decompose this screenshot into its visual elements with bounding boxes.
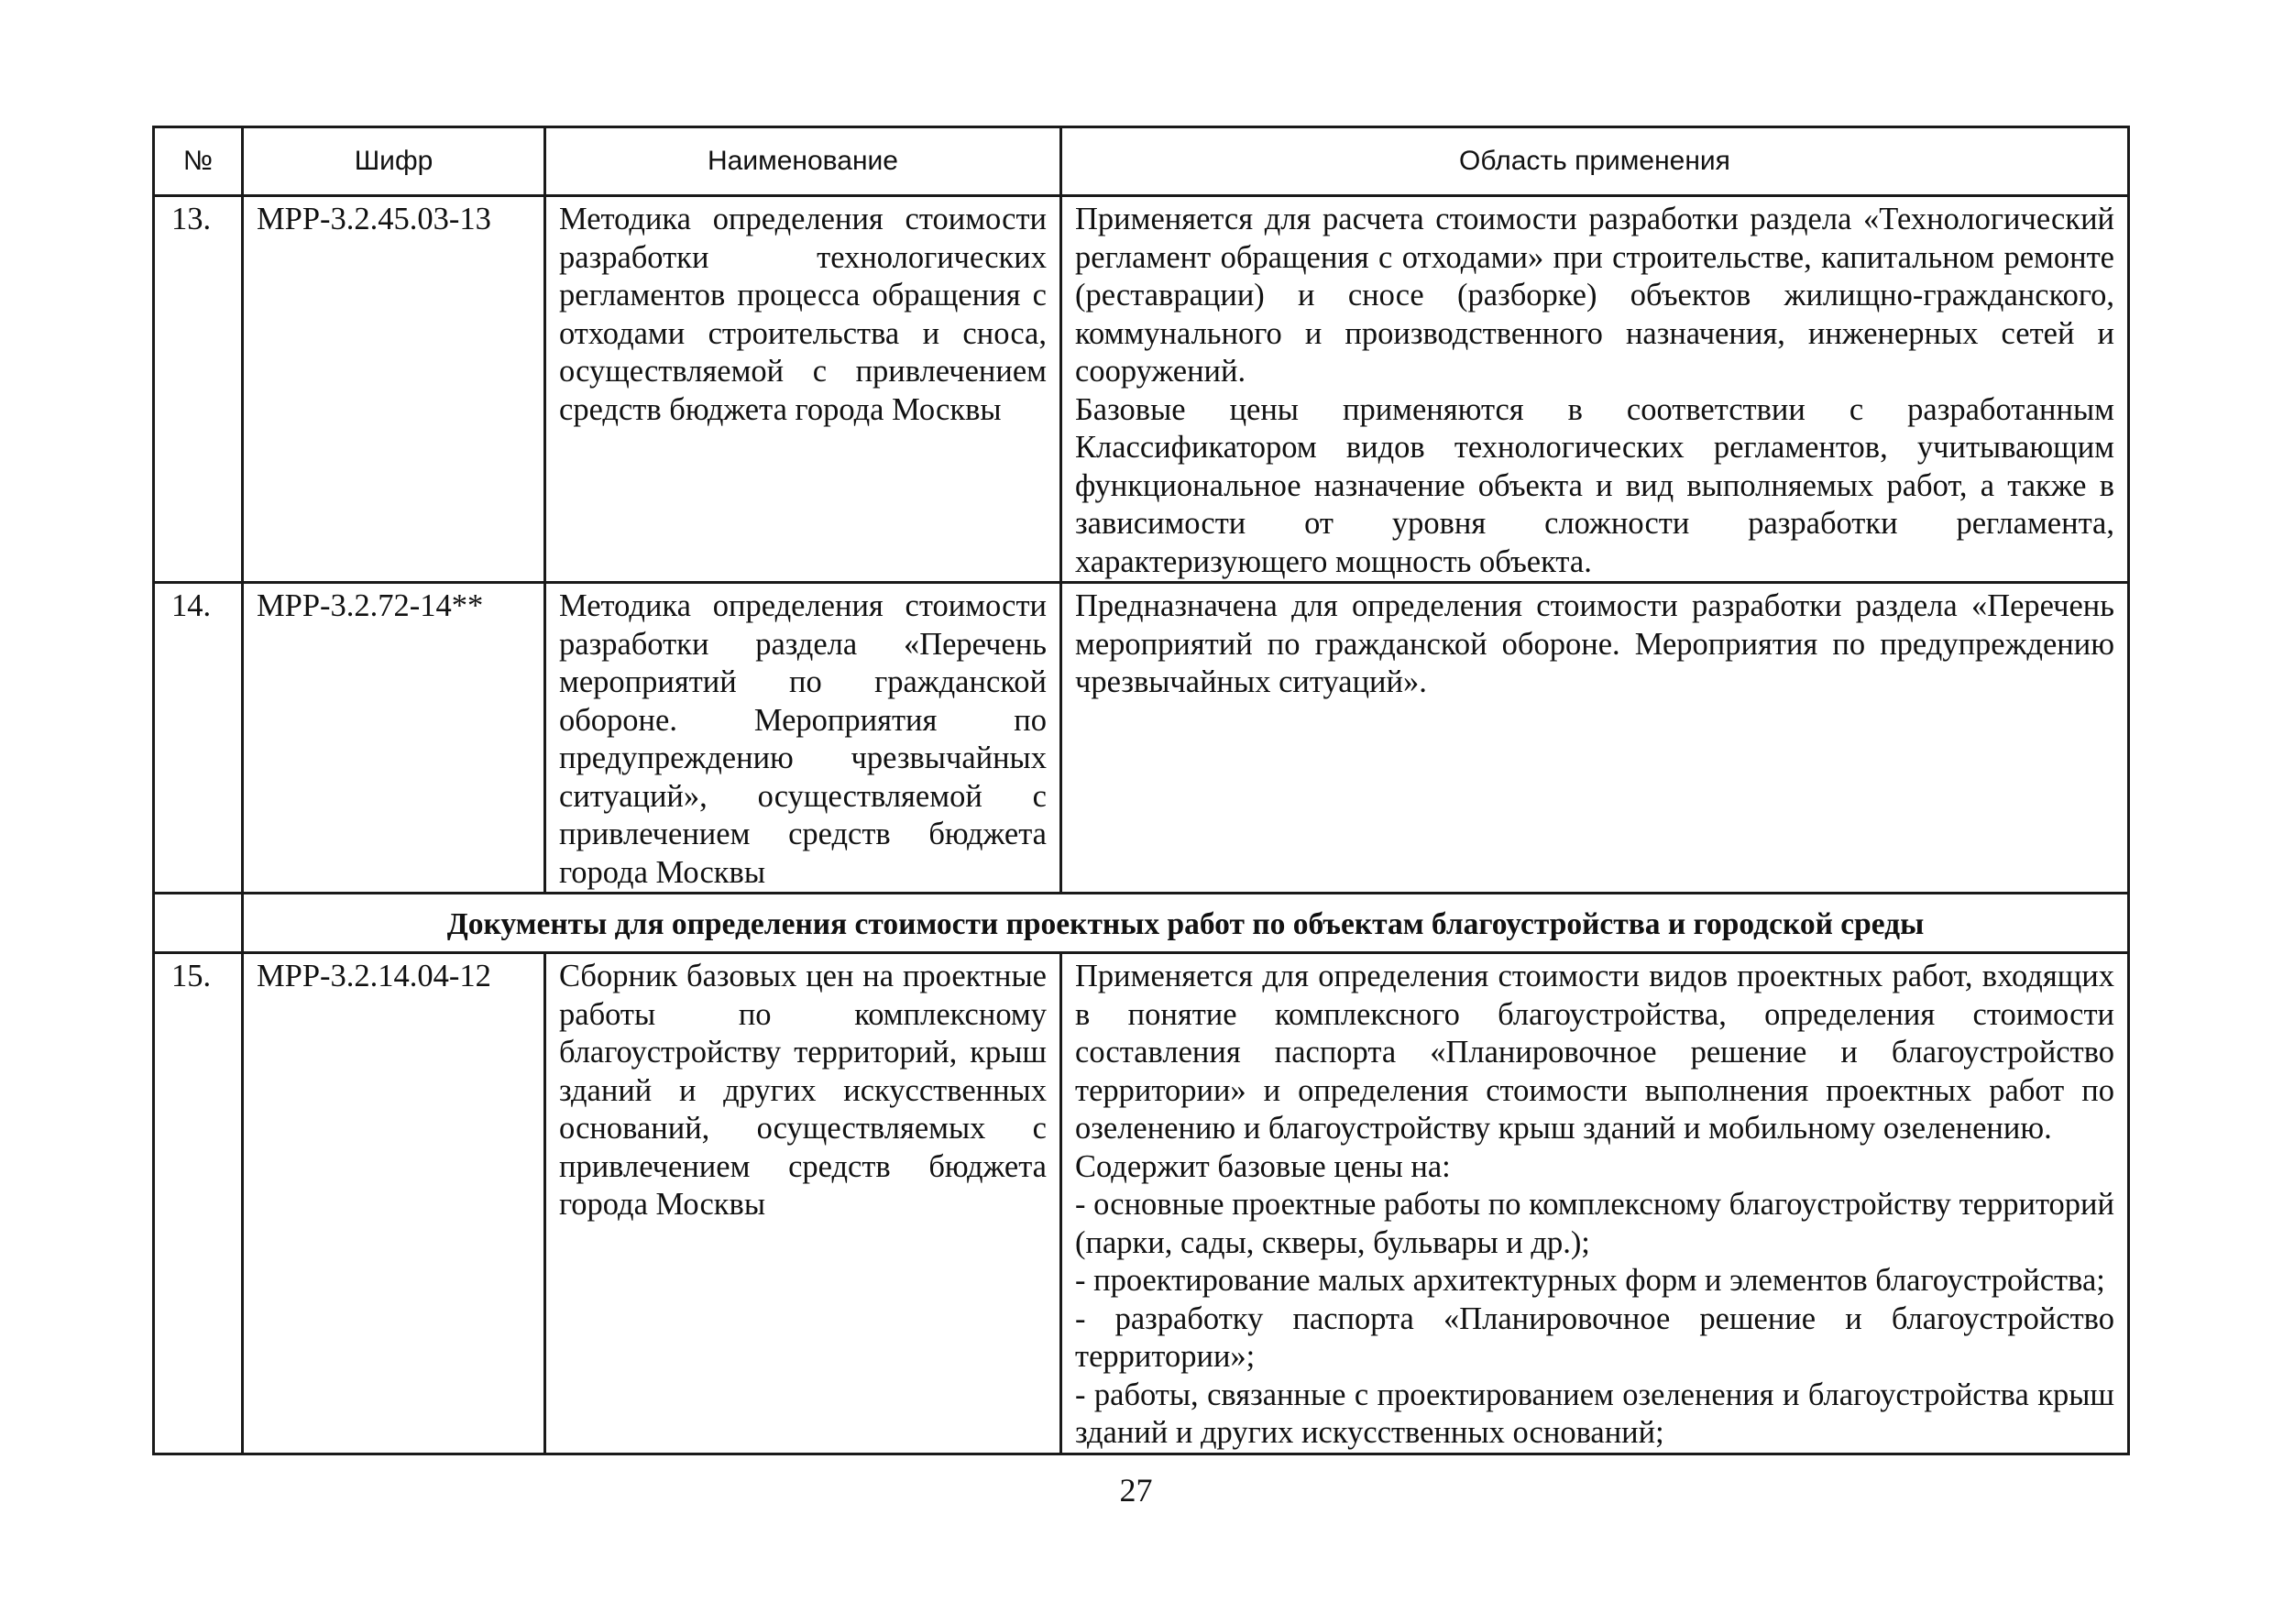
area-paragraph: Содержит базовые цены на: (1075, 1148, 1451, 1184)
table-row (154, 953, 2129, 1454)
row-area-cell (1061, 196, 2129, 583)
header-area: Область применения (1061, 127, 2129, 196)
row-num: 13. (171, 202, 212, 236)
row-num: 14. (171, 588, 212, 623)
section-empty-cell (154, 894, 243, 953)
row-name: Методика определения стоимости разработки технологических регламентов процесса обращения с отходами строительства и сноса, осуществляемой с привлечением средств бюджета города Москвы (559, 202, 1047, 427)
row-name-cell (545, 953, 1061, 1454)
row-code: МРР-3.2.14.04-12 (257, 959, 491, 993)
row-name-cell (545, 196, 1061, 583)
area-paragraph: Базовые цены применяются в соответствии с разработанным Классификатором видов технологических регламентов, учитывающим функциональное назначение объекта и вид выполняемых работ, а также в зависимости от уровня сложности разработки регламента, характеризующего мощность объекта. (1075, 391, 2114, 579)
row-area (1062, 584, 2127, 702)
row-num-cell (154, 196, 243, 583)
row-area-cell (1061, 583, 2129, 894)
row-name: Сборник базовых цен на проектные работы по комплексному благоустройству территорий, крыш зданий и других искусственных оснований, осуществляемых с привлечением средств бюджета города Москвы (559, 959, 1047, 1222)
row-name: Методика определения стоимости разработки раздела «Перечень мероприятий по гражданской обороне. Мероприятия по предупреждению чрезвычайных ситуаций», осуществляемой с привлечением средств бюджета города Москвы (559, 588, 1047, 890)
table-header-row (154, 127, 2129, 196)
area-paragraph: Применяется для определения стоимости видов проектных работ, входящих в понятие комплексного благоустройства, определения стоимости составления паспорта «Планировочное решение и благоустройство территории» и определения стоимости выполнения проектных работ по озеленению и благоустройству крыш зданий и мобильному озеленению. (1075, 959, 2114, 1146)
area-list-item: - работы, связанные с проектированием озеленения и благоустройства крыш зданий и других искусственных оснований; (1075, 1377, 2114, 1450)
header-code: Шифр (243, 127, 545, 196)
row-num-cell (154, 583, 243, 894)
row-area (1062, 197, 2127, 581)
row-code: МРР-3.2.72-14** (257, 588, 484, 623)
section-heading-row (154, 894, 2129, 953)
row-code: МРР-3.2.45.03-13 (257, 202, 491, 236)
area-list-item: - основные проектные работы по комплексному благоустройству территорий (парки, сады, скверы, бульвары и др.); (1075, 1187, 2114, 1260)
document-table (152, 126, 2130, 1455)
section-heading: Документы для определения стоимости проектных работ по объектам благоустройства и городской среды (446, 907, 1925, 941)
row-code-cell (243, 196, 545, 583)
row-code-cell (243, 953, 545, 1454)
row-num: 15. (171, 959, 212, 993)
table-row (154, 583, 2129, 894)
area-list-item: - разработку паспорта «Планировочное решение и благоустройство территории»; (1075, 1300, 2114, 1374)
page-number: 27 (1119, 1472, 1153, 1509)
row-area (1062, 954, 2127, 1453)
header-num: № (154, 127, 243, 196)
row-num-cell (154, 953, 243, 1454)
row-code-cell (243, 583, 545, 894)
area-paragraph: Предназначена для определения стоимости разработки раздела «Перечень мероприятий по гражданской обороне. Мероприятия по предупреждению чрезвычайных ситуаций». (1075, 588, 2114, 699)
header-name: Наименование (545, 127, 1061, 196)
area-paragraph: Применяется для расчета стоимости разработки раздела «Технологический регламент обращения с отходами» при строительстве, капитальном ремонте (реставрации) и сносе (разборке) объектов жилищно-гражданского, коммунального и производственного назначения, инженерных сетей и сооружений. (1075, 202, 2114, 389)
section-heading-cell (243, 894, 2129, 953)
table-row (154, 196, 2129, 583)
area-list-item: - проектирование малых архитектурных форм и элементов благоустройства; (1075, 1263, 2105, 1298)
row-name-cell (545, 583, 1061, 894)
row-area-cell (1061, 953, 2129, 1454)
